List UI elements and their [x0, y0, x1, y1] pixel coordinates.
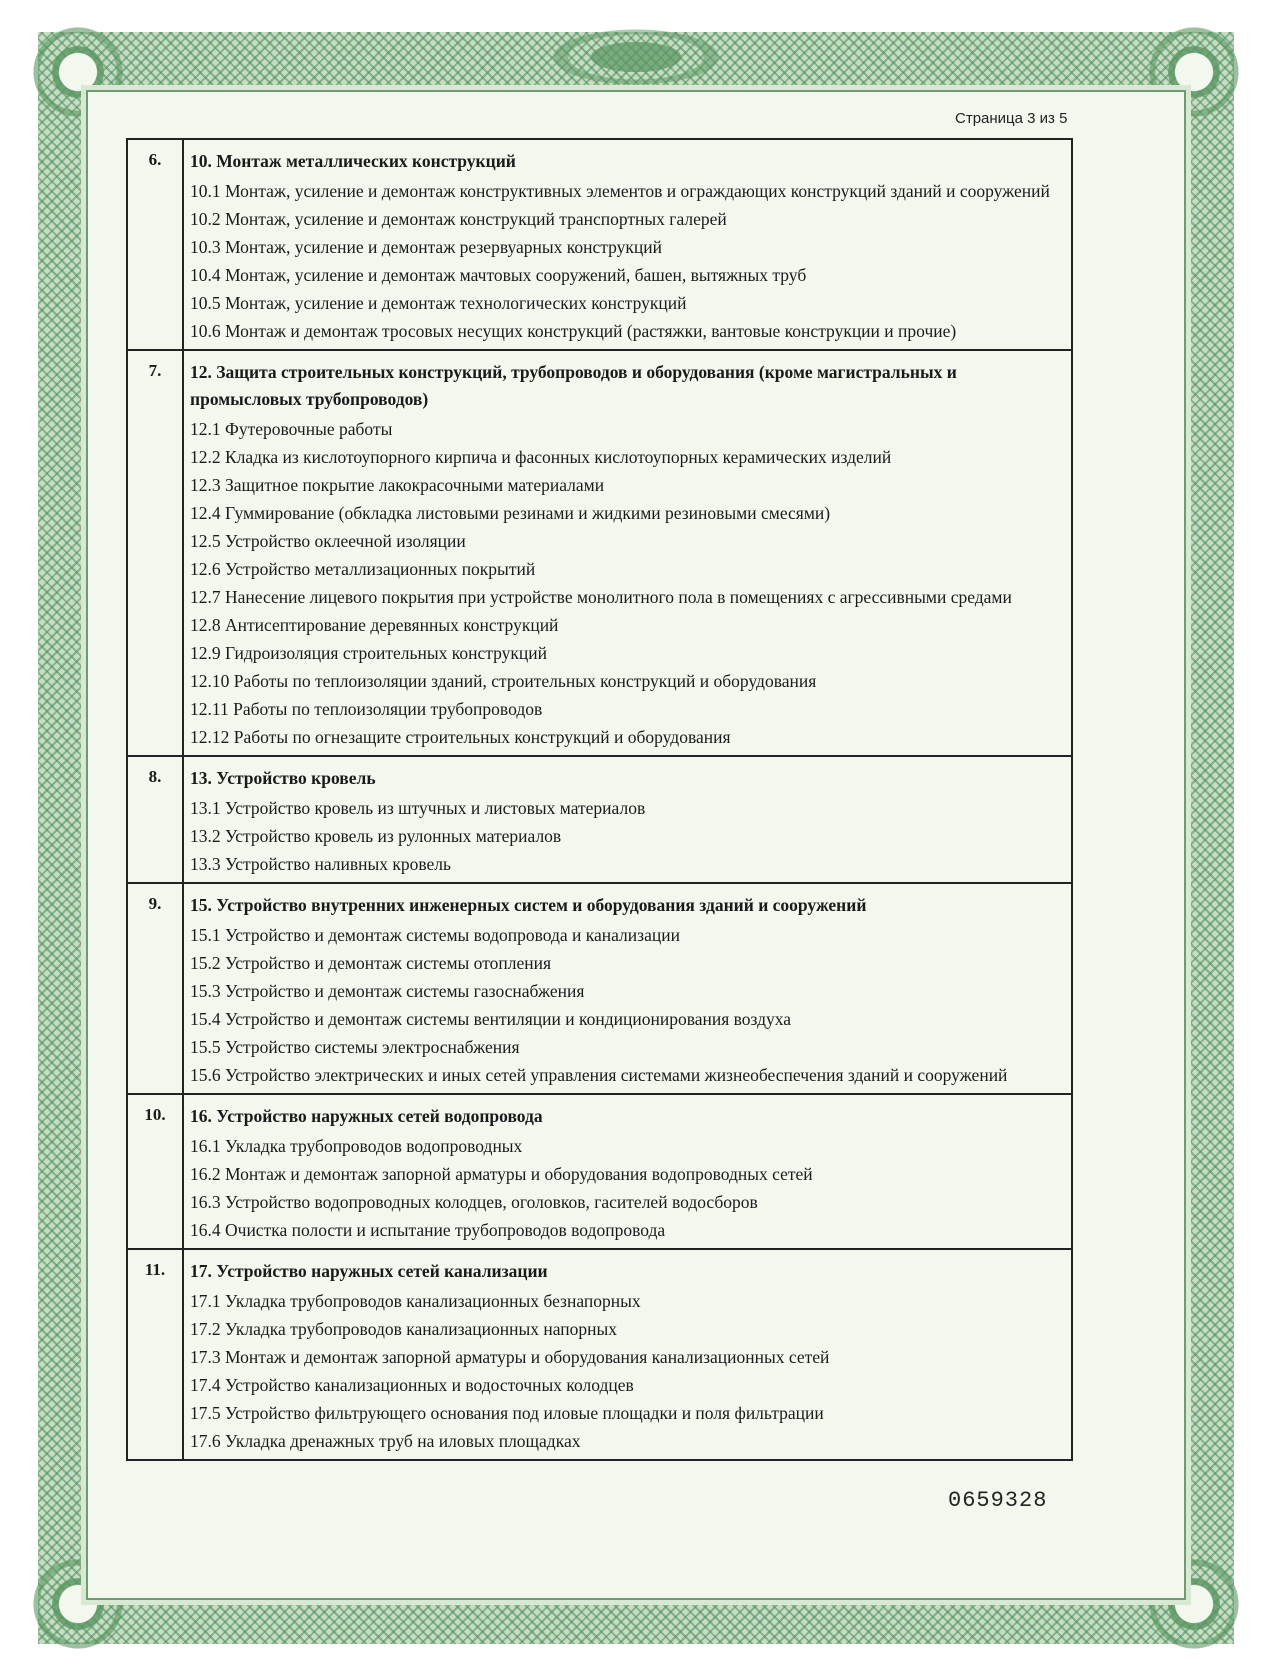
- work-item: 17.1 Укладка трубопроводов канализационных безнапорных: [190, 1291, 641, 1311]
- work-item: 15.2 Устройство и демонтаж системы отопления: [190, 953, 552, 973]
- section-content: [183, 1094, 1072, 1249]
- section-heading: 15. Устройство внутренних инженерных систем и оборудования зданий и сооружений: [190, 895, 867, 915]
- work-item: 10.6 Монтаж и демонтаж тросовых несущих конструкций (растяжки, вантовые конструкции и прочие): [190, 321, 957, 341]
- section-row: [127, 756, 1072, 883]
- work-item: 15.1 Устройство и демонтаж системы водопровода и канализации: [190, 925, 680, 945]
- work-item: 17.5 Устройство фильтрующего основания под иловые площадки и поля фильтрации: [190, 1403, 824, 1423]
- work-item: 12.7 Нанесение лицевого покрытия при устройстве монолитного пола в помещениях с агрессивными средами: [190, 587, 1012, 607]
- work-item: 10.4 Монтаж, усиление и демонтаж мачтовых сооружений, башен, вытяжных труб: [190, 265, 807, 285]
- work-item: 17.2 Укладка трубопроводов канализационных напорных: [190, 1319, 618, 1339]
- work-item: 17.3 Монтаж и демонтаж запорной арматуры и оборудования канализационных сетей: [190, 1347, 830, 1367]
- work-item: 15.4 Устройство и демонтаж системы вентиляции и кондиционирования воздуха: [190, 1009, 792, 1029]
- work-item: 15.5 Устройство системы электроснабжения: [190, 1037, 520, 1057]
- section-heading: 17. Устройство наружных сетей канализации: [190, 1261, 548, 1281]
- section-row: [127, 139, 1072, 350]
- work-item: 12.12 Работы по огнезащите строительных конструкций и оборудования: [190, 727, 731, 747]
- section-number: 11.: [127, 1249, 183, 1460]
- section-number: 8.: [127, 756, 183, 883]
- work-item: 12.2 Кладка из кислотоупорного кирпича и фасонных кислотоупорных керамических изделий: [190, 447, 892, 467]
- section-content: [183, 139, 1072, 350]
- work-item: 15.3 Устройство и демонтаж системы газоснабжения: [190, 981, 585, 1001]
- work-item: 12.3 Защитное покрытие лакокрасочными материалами: [190, 475, 605, 495]
- section-row: [127, 350, 1072, 756]
- work-item: 16.3 Устройство водопроводных колодцев, оголовков, гасителей водосборов: [190, 1192, 758, 1212]
- activities-table: [126, 138, 1073, 1461]
- work-item: 10.5 Монтаж, усиление и демонтаж технологических конструкций: [190, 293, 687, 313]
- work-item: 16.1 Укладка трубопроводов водопроводных: [190, 1136, 523, 1156]
- work-item: 12.10 Работы по теплоизоляции зданий, строительных конструкций и оборудования: [190, 671, 817, 691]
- work-item: 13.3 Устройство наливных кровель: [190, 854, 452, 874]
- work-item: 10.3 Монтаж, усиление и демонтаж резервуарных конструкций: [190, 237, 662, 257]
- work-item: 12.4 Гуммирование (обкладка листовыми резинами и жидкими резиновыми смесями): [190, 503, 831, 523]
- section-number: 10.: [127, 1094, 183, 1249]
- work-item: 12.9 Гидроизоляция строительных конструкций: [190, 643, 547, 663]
- work-item: 13.1 Устройство кровель из штучных и листовых материалов: [190, 798, 646, 818]
- section-heading: 12. Защита строительных конструкций, трубопроводов и оборудования (кроме магистральных и промысловых трубопроводов): [190, 362, 957, 409]
- work-item: 12.11 Работы по теплоизоляции трубопроводов: [190, 699, 543, 719]
- serial-number: 0659328: [948, 1488, 1048, 1513]
- work-item: 17.6 Укладка дренажных труб на иловых площадках: [190, 1431, 581, 1451]
- work-item: 10.1 Монтаж, усиление и демонтаж конструктивных элементов и ограждающих конструкций зданий и сооружений: [190, 181, 1050, 201]
- section-content: [183, 883, 1072, 1094]
- work-item: 15.6 Устройство электрических и иных сетей управления системами жизнеобеспечения зданий и сооружений: [190, 1065, 1008, 1085]
- section-number: 7.: [127, 350, 183, 756]
- work-item: 13.2 Устройство кровель из рулонных материалов: [190, 826, 562, 846]
- top-rosette-ornament: [531, 22, 741, 92]
- page-number: Страница 3 из 5: [955, 110, 1068, 127]
- section-heading: 13. Устройство кровель: [190, 768, 376, 788]
- work-item: 12.1 Футеровочные работы: [190, 419, 393, 439]
- section-row: [127, 883, 1072, 1094]
- section-heading: 16. Устройство наружных сетей водопровода: [190, 1106, 543, 1126]
- section-number: 6.: [127, 139, 183, 350]
- section-heading: 10. Монтаж металлических конструкций: [190, 151, 516, 171]
- work-item: 16.2 Монтаж и демонтаж запорной арматуры и оборудования водопроводных сетей: [190, 1164, 813, 1184]
- section-content: [183, 350, 1072, 756]
- section-content: [183, 1249, 1072, 1460]
- section-row: [127, 1094, 1072, 1249]
- work-item: 12.5 Устройство оклеечной изоляции: [190, 531, 466, 551]
- section-number: 9.: [127, 883, 183, 1094]
- section-row: [127, 1249, 1072, 1460]
- work-item: 12.6 Устройство металлизационных покрытий: [190, 559, 536, 579]
- work-item: 10.2 Монтаж, усиление и демонтаж конструкций транспортных галерей: [190, 209, 727, 229]
- work-item: 12.8 Антисептирование деревянных конструкций: [190, 615, 559, 635]
- work-item: 16.4 Очистка полости и испытание трубопроводов водопровода: [190, 1220, 666, 1240]
- section-content: [183, 756, 1072, 883]
- work-item: 17.4 Устройство канализационных и водосточных колодцев: [190, 1375, 634, 1395]
